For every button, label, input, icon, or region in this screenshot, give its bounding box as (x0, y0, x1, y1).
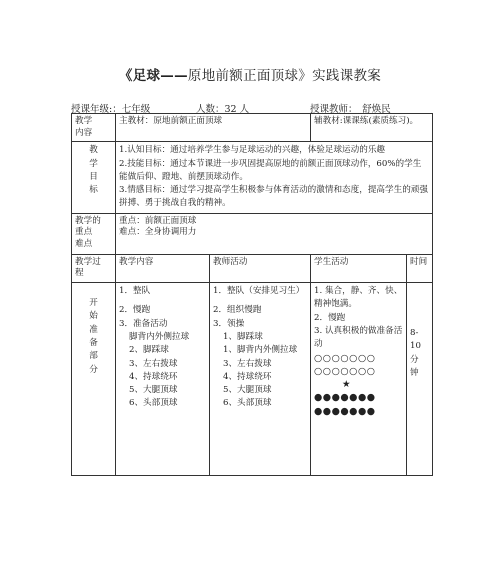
teacher-sub-item: 1、脚踩球 (223, 331, 263, 342)
teacher-star-icon: ★ (342, 379, 352, 391)
lesson-table (71, 113, 433, 476)
difficult-point: 难点：全身协调用力 (119, 227, 197, 238)
page-title (0, 64, 500, 84)
teacher-item: 1．整队（安排见习生） (213, 285, 305, 296)
label-goals: 教 学 目 标 (72, 142, 116, 214)
col-content: 教学内容 (116, 254, 210, 282)
warmup-student (311, 282, 407, 475)
key-point: 重点：前额正面顶球 (119, 215, 197, 226)
col-student: 学生活动 (311, 254, 407, 282)
formation-solid-row: ●●●●●●● (314, 405, 376, 417)
formation-diagram (314, 352, 403, 418)
col-process: 教学过 程 (72, 254, 116, 282)
warmup-teacher (210, 282, 311, 475)
label-keys: 教学的 重点 难点 (72, 213, 116, 254)
meta-count: 人数：32 人 (196, 104, 250, 115)
formation-hollow-row: ○○○○○○○ (314, 352, 376, 364)
teacher-sub-item: 1、脚背内外侧拉球 (223, 345, 298, 356)
row-warmup (72, 282, 433, 475)
goal-item: 3.情感目标：通过学习提高学生积极参与体育活动的激情和态度，提高学生的顽强拼搏、勇于挑战自我的精神。 (119, 185, 428, 209)
student-item: 1. 集合，静、齐、快、精神饱满。 (314, 285, 403, 310)
label-content: 教学 内容 (72, 114, 116, 142)
content-sub-item: 5、大腿顶球 (129, 385, 178, 396)
main-material: 主教材：原地前额正面顶球 (116, 114, 311, 142)
teacher-item: 3．领操 (213, 318, 245, 329)
content-item: 2．慢跑 (119, 305, 151, 316)
formation-solid-row: ●●●●●●● (314, 392, 376, 404)
teacher-sub-item: 5、大腿顶球 (223, 385, 272, 396)
student-item: 3. 认真积极的做准备活动 (314, 325, 403, 350)
content-item: 1．整队 (119, 285, 151, 296)
section-time: 8- 10 分 钟 (407, 282, 433, 475)
content-sub-item: 2、脚踩球 (129, 345, 169, 356)
content-sub-item: 6、头部顶球 (129, 398, 178, 409)
formation-hollow-row: ○○○○○○○ (314, 365, 376, 377)
student-item: 2．慢跑 (314, 312, 346, 323)
meta-grade: 授课年级:：七年级 (71, 104, 151, 115)
content-sub-item: 4、持球绕环 (129, 371, 178, 382)
col-teacher: 教师活动 (210, 254, 311, 282)
row-keys (72, 213, 433, 254)
content-sub-item: 脚背内外侧拉球 (129, 331, 190, 342)
goal-item: 1.认知目标：通过培养学生参与足球运动的兴趣，体验足球运动的乐趣 (119, 145, 386, 156)
meta-teacher: 授课教师： 舒焕民 (310, 104, 391, 115)
section-label: 开 始 准 备 部 分 (72, 282, 116, 475)
goal-item: 2.技能目标：通过本节课进一步巩固提高原地的前额正面顶球动作，60%的学生能做后仰、蹬地、前摆顶球动作。 (119, 158, 422, 182)
title-bold: 《足球—— (118, 68, 188, 84)
teacher-sub-item: 4、持球绕环 (223, 371, 272, 382)
title-normal: 原地前额正面顶球》实践课教案 (187, 68, 382, 84)
goals-list (116, 142, 433, 214)
teacher-sub-item: 3、左右拨球 (223, 358, 272, 369)
row-content (72, 114, 433, 142)
keys-list (116, 213, 433, 254)
row-goals (72, 142, 433, 214)
teacher-item: 2．组织慢跑 (213, 305, 262, 316)
row-headers (72, 254, 433, 282)
col-time: 时间 (407, 254, 433, 282)
warmup-content (116, 282, 210, 475)
aux-material: 辅教材:课课练(素质练习)。 (311, 114, 433, 142)
content-item: 3．准备活动 (119, 318, 168, 329)
content-sub-item: 3、左右拨球 (129, 358, 178, 369)
teacher-sub-item: 6、头部顶球 (223, 398, 272, 409)
